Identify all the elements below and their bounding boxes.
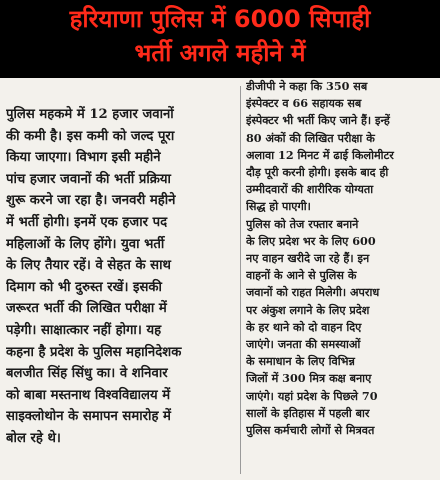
- headline-banner: [0, 0, 440, 78]
- column-divider: [240, 86, 241, 474]
- article-line: दिमाग को भी दुरुस्त रखें। इसकी: [6, 279, 162, 295]
- article-line: साइक्लोथोन के समापन समारोह में: [6, 409, 171, 425]
- article-line: पड़ेगी। साक्षात्कार नहीं होगा। यह: [6, 322, 162, 338]
- article-line: के समाधान के लिए विभिन्न: [246, 354, 355, 369]
- article-line: के लिए तैयार रहें। वे सेहत के साथ: [6, 258, 171, 274]
- article-line: किया जाएगा। विभाग इसी महीने: [6, 150, 161, 166]
- article-line: महिलाओं के लिए होंगे। युवा भर्ती: [6, 236, 165, 252]
- article-line: पुलिस को तेज रफ्तार बनाने: [246, 216, 359, 231]
- article-line: पर अंकुश लगाने के लिए प्रदेश: [246, 302, 370, 317]
- article-line: की कमी है। इस कमी को जल्द पूरा: [6, 128, 175, 144]
- article-line: इंस्पेक्टर व 66 सहायक सब: [246, 96, 362, 111]
- article-line: सालों के इतिहास में पहली बार: [246, 405, 370, 420]
- article-line: अलावा 12 मिनट में ढाई किलोमीटर: [246, 147, 394, 162]
- article-left-column: [6, 104, 236, 474]
- article-line: सिद्ध हो पाएगी।: [246, 199, 311, 214]
- article-line: बलजीत सिंह सिंधु का। वे शनिवार: [6, 366, 168, 382]
- article-line: को बाबा मस्तनाथ विश्वविद्यालय में: [6, 387, 171, 403]
- article-line: जवानों को राहत मिलेगी। अपराध: [246, 285, 380, 300]
- article-line: जरूरत भर्ती की लिखित परीक्षा में: [6, 301, 167, 317]
- article-line: शुरू करने जा रहा है। जनवरी महीने: [6, 193, 176, 209]
- article-line: नए वाहन खरीदे जा रहे हैं। इन: [246, 251, 370, 266]
- headline-line-1: हरियाणा पुलिस में 6000 सिपाही: [69, 5, 371, 33]
- headline-line-2: भर्ती अगले महीने में: [134, 39, 306, 67]
- article-line: इंस्पेक्टर भी भर्ती किए जाने हैं। इन्हें: [246, 113, 390, 128]
- article-line: कहना है प्रदेश के पुलिस महानिदेशक: [6, 344, 182, 360]
- article-line: बोल रहे थे।: [6, 430, 61, 446]
- article-line: के हर थाने को दो वाहन दिए: [246, 319, 362, 334]
- article-line: उम्मीदवारों की शारीरिक योग्यता: [246, 182, 374, 197]
- article-line: में भर्ती होगी। इनमें एक हजार पद: [6, 214, 168, 230]
- article-line: जाएंगे। जनता की समस्याओं: [246, 337, 361, 352]
- article-line: जिलों में 300 मित्र कक्ष बनाए: [246, 371, 372, 386]
- article-line: 80 अंकों की लिखित परीक्षा के: [246, 130, 375, 145]
- article-line: के लिए प्रदेश भर के लिए 600: [246, 233, 376, 248]
- article-line: पुलिस महकमे में 12 हजार जवानों: [6, 107, 174, 122]
- article-line: वाहनों के आने से पुलिस के: [246, 268, 357, 283]
- article-line: पांच हजार जवानों की भर्ती प्रक्रिया: [6, 171, 171, 187]
- article-line: दौड़ पूरी करनी होगी। इसके बाद ही: [246, 165, 389, 180]
- article-right-column: [246, 78, 434, 480]
- article-line: डीजीपी ने कहा कि 350 सब: [246, 79, 368, 93]
- article-line: पुलिस कर्मचारी लोगों से मित्रवत: [246, 423, 375, 438]
- article-line: जाएंगे। यहां प्रदेश के पिछले 70: [246, 388, 378, 403]
